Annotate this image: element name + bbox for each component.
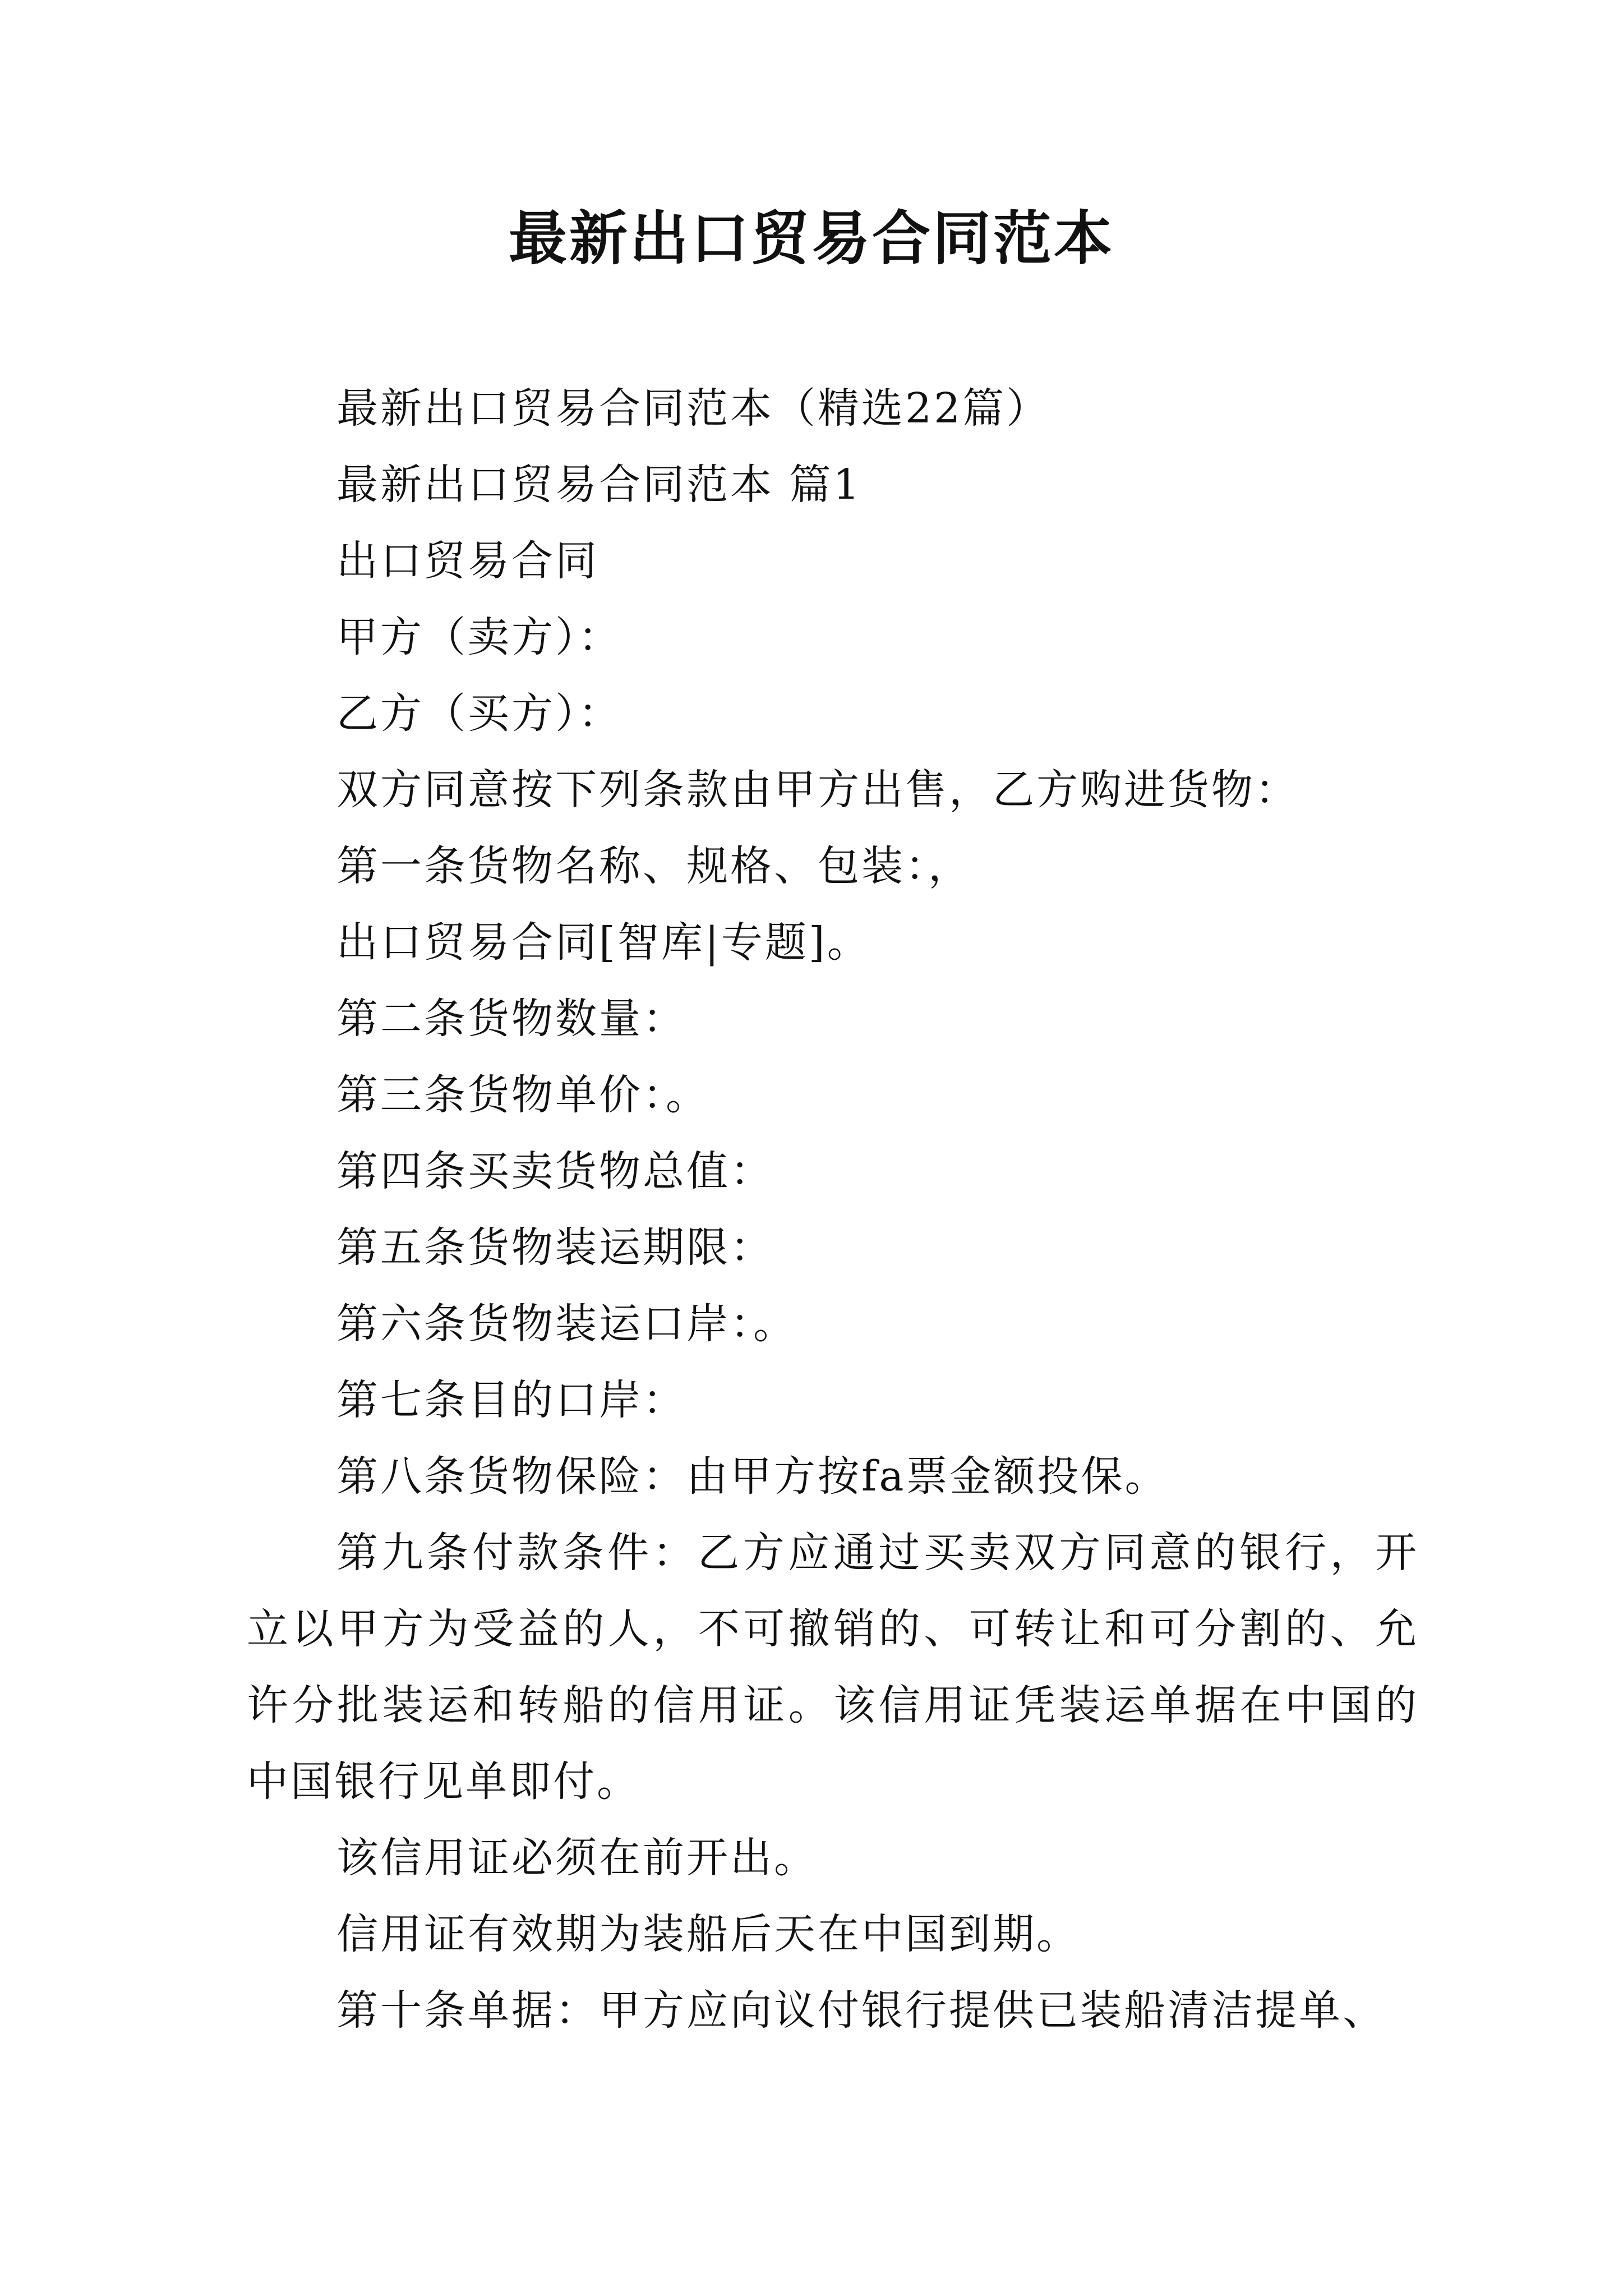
paragraph: 双方同意按下列条款由甲方出售，乙方购进货物： — [336, 766, 1299, 814]
paragraph: 第十条单据：甲方应向议付银行提供已装船清洁提单、 — [336, 1986, 1386, 2035]
document-body — [247, 370, 1419, 2049]
paragraph: 出口贸易合同[智库|专题]。 — [336, 918, 871, 967]
paragraph-payment-terms: 第九条付款条件：乙方应通过买卖双方同意的银行，开立以甲方为受益的人，不可撤销的、可转让和可分割的、允许分批装运和转船的信用证。该信用证凭装运单据在中国的中国银行见单即付。 — [247, 1529, 1419, 1806]
paragraph: 最新出口贸易合同范本 篇1 — [336, 461, 862, 509]
paragraph: 第五条货物装运期限： — [336, 1223, 774, 1272]
paragraph: 第六条货物装运口岸：。 — [336, 1300, 797, 1348]
paragraph: 第七条目的口岸： — [336, 1376, 686, 1424]
document-title: 最新出口贸易合同范本 — [508, 204, 1114, 273]
paragraph: 第二条货物数量： — [336, 995, 686, 1043]
paragraph: 该信用证必须在前开出。 — [336, 1834, 818, 1882]
paragraph: 第四条买卖货物总值： — [336, 1147, 774, 1195]
paragraph: 第八条货物保险：由甲方按fa票金额投保。 — [336, 1452, 1169, 1501]
paragraph: 乙方（买方）： — [336, 689, 622, 738]
paragraph: 第一条货物名称、规格、包装：， — [336, 842, 972, 890]
paragraph: 第三条货物单价：。 — [336, 1071, 709, 1119]
paragraph: 甲方（卖方）： — [336, 613, 622, 661]
paragraph: 最新出口贸易合同范本（精选22篇） — [336, 384, 1050, 432]
paragraph: 信用证有效期为装船后天在中国到期。 — [336, 1910, 1080, 1958]
paragraph: 出口贸易合同 — [336, 537, 599, 585]
